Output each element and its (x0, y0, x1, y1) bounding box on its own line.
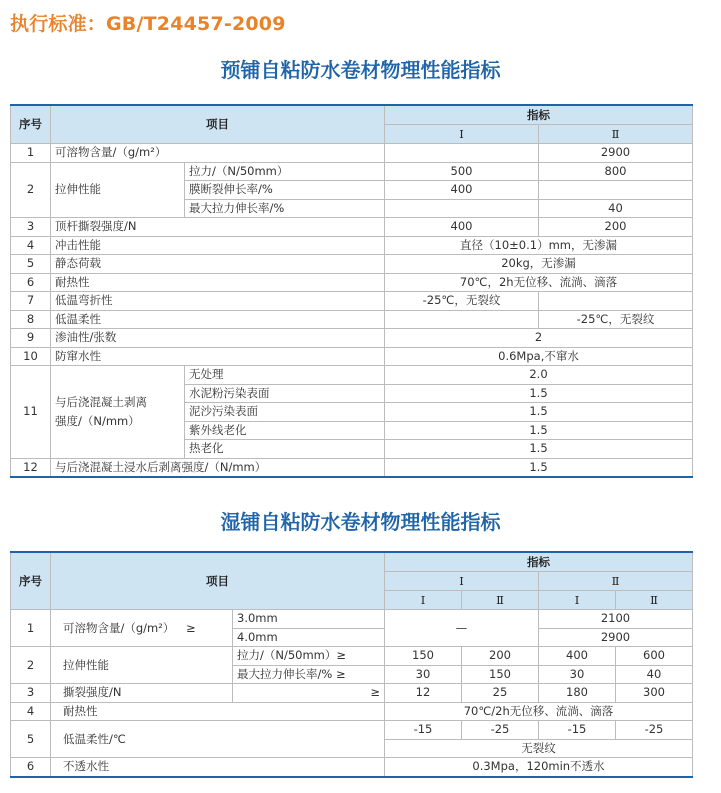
table2 (10, 551, 693, 778)
ge-symbol: ≥ (186, 620, 196, 635)
header-grade-2: Ⅱ (539, 572, 693, 591)
row-value: 70℃/2h无位移、流淌、滴落 (385, 702, 693, 721)
row-no: 4 (11, 702, 51, 721)
value-grade-2: 800 (539, 162, 693, 181)
row-item-label: 不透水性 (63, 759, 109, 774)
row-item: 渗油性/张数 (51, 329, 385, 348)
row-no: 11 (11, 366, 51, 459)
table-row (11, 366, 693, 385)
row-no: 12 (11, 458, 51, 477)
table-row (11, 162, 693, 181)
row-value: 2900 (539, 628, 693, 647)
value-grade-2: -25℃，无裂纹 (539, 310, 693, 329)
value-cell: 300 (616, 684, 693, 703)
sub-item: 泥沙污染表面 (185, 403, 385, 422)
value-grade-2 (539, 181, 693, 200)
value-cell: 400 (539, 647, 616, 666)
row-item-line2: 强度/（N/mm） (55, 413, 140, 428)
table-row (11, 647, 693, 666)
row-no: 1 (11, 610, 51, 647)
row-no: 1 (11, 144, 51, 163)
value-cell: 600 (616, 647, 693, 666)
table-row (11, 144, 693, 163)
value-cell: -15 (539, 721, 616, 740)
header-index: 指标 (385, 105, 693, 125)
row-value: 1.5 (385, 440, 693, 459)
value-cell: 12 (385, 684, 462, 703)
sub-item: 热老化 (185, 440, 385, 459)
sub-item: 紫外线老化 (185, 421, 385, 440)
table-row (11, 310, 693, 329)
header-grade-2: Ⅱ (539, 125, 693, 144)
row-value: 2900 (539, 144, 693, 163)
row-item: 拉伸性能 (51, 162, 185, 218)
sub-item: 膜断裂伸长率/% (185, 181, 385, 200)
row-value: 直径（10±0.1）mm，无渗漏 (385, 236, 693, 255)
row-item (51, 647, 233, 684)
row-value: 0.6Mpa,不窜水 (385, 347, 693, 366)
row-no: 5 (11, 255, 51, 274)
row-item-label: 可溶物含量/（g/m²） (63, 620, 175, 635)
sub-item: 最大拉力伸长率/% (185, 199, 385, 218)
row-item (51, 684, 233, 703)
row-item-label: 拉伸性能 (63, 657, 109, 672)
header-no: 序号 (11, 105, 51, 144)
row-item (51, 758, 385, 777)
value-cell: -25 (616, 721, 693, 740)
table-row (11, 218, 693, 237)
row-value: 70℃，2h无位移、流淌、滴落 (385, 273, 693, 292)
value-grade-2: 200 (539, 218, 693, 237)
header-index: 指标 (385, 552, 693, 572)
value-grade-1 (385, 310, 539, 329)
table1 (10, 104, 693, 478)
ge-symbol: ≥ (233, 684, 385, 703)
value-cell: 150 (385, 647, 462, 666)
table-row (11, 329, 693, 348)
row-item-label: 低温柔性/℃ (63, 731, 126, 746)
value-grade-1 (385, 199, 539, 218)
row-item: 低温柔性 (51, 310, 385, 329)
table-row (11, 758, 693, 777)
value-cell: 30 (385, 665, 462, 684)
row-no: 7 (11, 292, 51, 311)
row-no: 4 (11, 236, 51, 255)
row-no: 2 (11, 162, 51, 218)
row-item-label: 撕裂强度/N (63, 685, 122, 700)
sub-item: 水泥粉污染表面 (185, 384, 385, 403)
row-no: 6 (11, 273, 51, 292)
table-row (11, 610, 693, 629)
header-sub-grade: Ⅱ (616, 591, 693, 610)
table-row (11, 702, 693, 721)
row-value: 0.3Mpa，120min不透水 (385, 758, 693, 777)
table2-title: 湿铺自粘防水卷材物理性能指标 (220, 510, 501, 534)
table1-title: 预铺自粘防水卷材物理性能指标 (220, 58, 501, 82)
value-cell: 30 (539, 665, 616, 684)
value-cell: 180 (539, 684, 616, 703)
value-grade-1: 400 (385, 181, 539, 200)
value-grade-1: -25℃，无裂纹 (385, 292, 539, 311)
header-grade-1: Ⅰ (385, 125, 539, 144)
row-item-label: 耐热性 (63, 703, 98, 718)
row-value: 2100 (539, 610, 693, 629)
row-no: 3 (11, 218, 51, 237)
row-item: 静态荷载 (51, 255, 385, 274)
header-item: 项目 (51, 552, 385, 610)
row-value: 1.5 (385, 458, 693, 477)
row-item: 与后浇混凝土浸水后剥离强度/（N/mm） (51, 458, 385, 477)
row-no: 9 (11, 329, 51, 348)
row-value: 2.0 (385, 366, 693, 385)
table-row (11, 292, 693, 311)
header-sub-grade: Ⅰ (385, 591, 462, 610)
sub-item: 3.0mm (233, 610, 385, 629)
row-value: 无裂纹 (385, 739, 693, 758)
table-row (11, 721, 693, 740)
row-value-dash: — (385, 610, 539, 647)
cell-empty (385, 144, 539, 163)
value-grade-1: 500 (385, 162, 539, 181)
table-row (11, 347, 693, 366)
row-item: 防窜水性 (51, 347, 385, 366)
value-cell: 200 (462, 647, 539, 666)
row-item: 可溶物含量/（g/m²） (51, 144, 385, 163)
row-item: 顶杆撕裂强度/N (51, 218, 385, 237)
sub-item: 最大拉力伸长率/% ≥ (233, 665, 385, 684)
row-item (51, 366, 185, 459)
row-item: 耐热性 (51, 273, 385, 292)
sub-item: 拉力/（N/50mm）≥ (233, 647, 385, 666)
value-cell: -15 (385, 721, 462, 740)
value-cell: 40 (616, 665, 693, 684)
value-cell: 25 (462, 684, 539, 703)
row-item: 低温弯折性 (51, 292, 385, 311)
row-no: 8 (11, 310, 51, 329)
standard-label: 执行标准：GB/T24457-2009 (10, 13, 286, 35)
table-row (11, 255, 693, 274)
row-value: 1.5 (385, 384, 693, 403)
table-row (11, 684, 693, 703)
value-grade-2 (539, 292, 693, 311)
row-item (51, 702, 385, 721)
value-cell: 150 (462, 665, 539, 684)
value-grade-1: 400 (385, 218, 539, 237)
table-row (11, 273, 693, 292)
row-no: 5 (11, 721, 51, 758)
row-value: 20kg，无渗漏 (385, 255, 693, 274)
header-sub-grade: Ⅰ (539, 591, 616, 610)
table-row (11, 236, 693, 255)
row-item (51, 610, 233, 647)
sub-item: 4.0mm (233, 628, 385, 647)
row-no: 2 (11, 647, 51, 684)
row-no: 10 (11, 347, 51, 366)
row-item-line1: 与后浇混凝土剥离 (55, 394, 147, 409)
header-sub-grade: Ⅱ (462, 591, 539, 610)
value-cell: -25 (462, 721, 539, 740)
table-row (11, 458, 693, 477)
header-grade-1: Ⅰ (385, 572, 539, 591)
row-value: 2 (385, 329, 693, 348)
header-item: 项目 (51, 105, 385, 144)
row-no: 3 (11, 684, 51, 703)
row-value: 1.5 (385, 421, 693, 440)
row-item: 冲击性能 (51, 236, 385, 255)
sub-item: 无处理 (185, 366, 385, 385)
value-grade-2: 40 (539, 199, 693, 218)
row-no: 6 (11, 758, 51, 777)
header-no: 序号 (11, 552, 51, 610)
row-value: 1.5 (385, 403, 693, 422)
row-item (51, 721, 385, 758)
sub-item: 拉力/（N/50mm） (185, 162, 385, 181)
